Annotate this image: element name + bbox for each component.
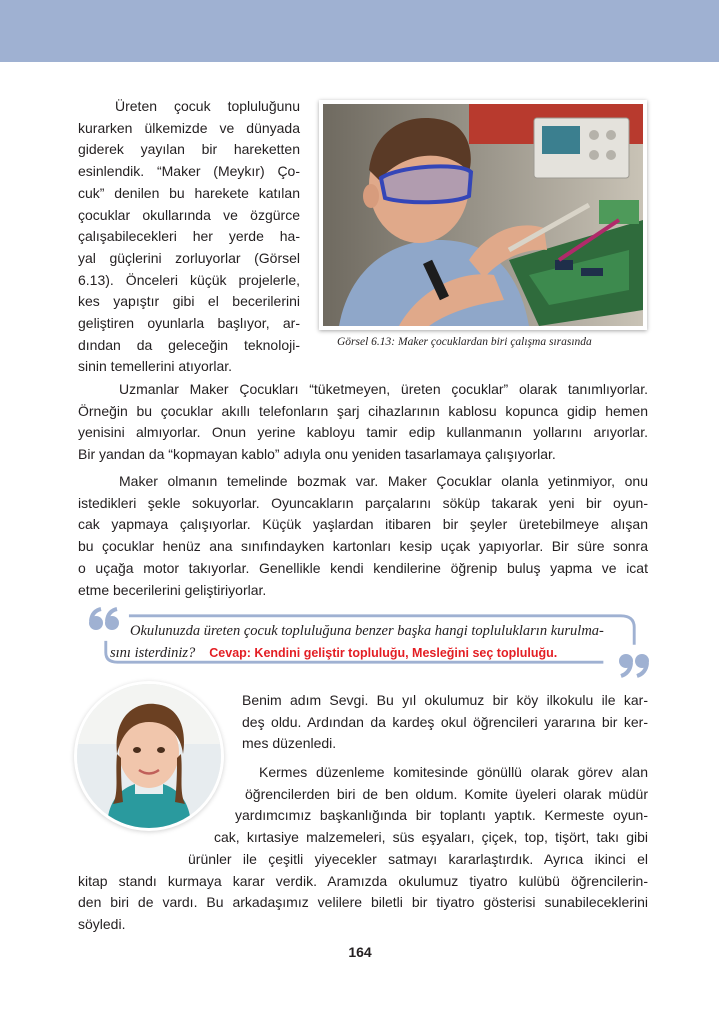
paragraph-line: istedikleri şekle sokuyorlar. Oyuncakların parçalarını söküp takarak yeni bir oyun- [78, 494, 648, 511]
story-intro [242, 690, 648, 755]
paragraph-line: Bir yandan da “kopmayan kablo” adıyla onu yeniden tasarlamaya çalışıyorlar. [78, 446, 556, 463]
story-line: den biri de vardı. Bu arkadaşımız velilere biletli bir tiyatro gösterisi sunabileceklerini [78, 894, 648, 911]
intro-paragraph [78, 96, 300, 378]
intro-line: 6.13). Önceleri küçük projelerle, [78, 271, 300, 288]
question-line-1: Okulunuzda üreten çocuk topluluğuna benzer başka hangi toplulukların kurulma- [130, 623, 604, 639]
intro-line: kurarken ülkemizde ve dünyada [78, 119, 300, 136]
maker-child-photo [319, 100, 647, 330]
intro-line: giderek yayılan bir hareketten [78, 141, 300, 158]
intro-line: Üreten çocuk topluluğunu [115, 98, 300, 114]
open-quote-icon [88, 607, 122, 635]
intro-line: çocuklar okullarında ve özgürce [78, 206, 300, 223]
story-line: cak, kırtasiye malzemeleri, süs eşyaları, çiçek, top, tişört, takı gibi [214, 829, 648, 846]
paragraph-consumers [78, 379, 648, 466]
figure-caption: Görsel 6.13: Maker çocuklardan biri çalışma sırasında [337, 336, 592, 348]
paragraph-line: Maker olmanın temelinde bozmak var. Maker Çocuklar olanla yetinmiyor, onu [119, 473, 648, 489]
intro-line: geliştiren oyunlarla başlıyor, ar- [78, 315, 300, 332]
paragraph-line: cak yapmaya çalışıyorlar. Küçük yaşlardan itibaren bir şeyler üretebilmeye alışan [78, 516, 648, 533]
paragraph-line: etme becerilerini geliştiriyorlar. [78, 581, 267, 598]
story-line: Kermes düzenleme komitesinde gönüllü olarak görev alan [259, 764, 648, 780]
intro-line: cuk” denilen bu harekete katılan [78, 184, 300, 201]
story-line: Benim adım Sevgi. Bu yıl okulumuz bir köy ilkokulu ile kar- [242, 692, 648, 708]
paragraph-line: Örneğin bu çocuklar akıllı telefonların şarj cihazlarının kablosu kopunca gidip hemen [78, 402, 648, 419]
story-body [78, 762, 648, 936]
maker-boy-soldering-illustration [319, 100, 647, 330]
question-text [110, 620, 635, 664]
intro-line: dından da geleceğin teknoloji- [78, 336, 300, 353]
story-line: öğrencilerden biri de ben oldum. Komite üyeleri olarak müdür [245, 785, 648, 802]
intro-line: çalışabilecekleri her yerde ha- [78, 228, 300, 245]
story-line: söyledi. [78, 915, 126, 932]
intro-line: sinin temellerini atıyorlar. [78, 358, 233, 375]
story-line: kitap standı kurmaya karar verdik. Aramızda okulumuz tiyatro kulübü öğrencilerin- [78, 872, 648, 889]
story-line: yardımcımız başkanlığında bir toplantı yaptık. Kermeste oyun- [235, 807, 648, 824]
story-line: mes düzenledi. [242, 735, 337, 752]
paragraph-line: yenisini almıyorlar. Onun yerine kabloyu tamir edip kullanmanın yollarını arıyorlar. [78, 424, 648, 441]
page-number: 164 [348, 944, 372, 960]
answer-text: Cevap: Kendini geliştir topluluğu, Mesleğini seç topluluğu. [209, 646, 558, 660]
question-line-2: sını isterdiniz? [110, 645, 196, 661]
intro-line: esinlendik. “Maker (Meykır) Ço- [78, 163, 300, 180]
paragraph-maker [78, 471, 648, 601]
intro-line: kes yapıştır gibi el becerilerini [78, 293, 300, 310]
story-line: ürünler ile çeşitli yiyecekler satmayı kararlaştırdık. Ayrıca ikinci el [188, 850, 648, 867]
paragraph-line: o uçağa motor takıyorlar. Genellikle kendi kendilerine öğrenip buluş yapma ve icat [78, 559, 648, 576]
intro-line: yal güçlerini zorluyorlar (Görsel [78, 249, 300, 266]
story-line: deş oldu. Ardından da kardeş okul öğrencileri yararına bir ker- [242, 713, 648, 730]
paragraph-line: bu çocuklar henüz ana sınıfındayken kartonları kesip uçak yapıyorlar. Bir süre sonra [78, 538, 648, 555]
header-band [0, 0, 719, 62]
paragraph-line: Uzmanlar Maker Çocukları “tüketmeyen, üreten çocuklar” olarak tanımlıyorlar. [119, 381, 648, 397]
